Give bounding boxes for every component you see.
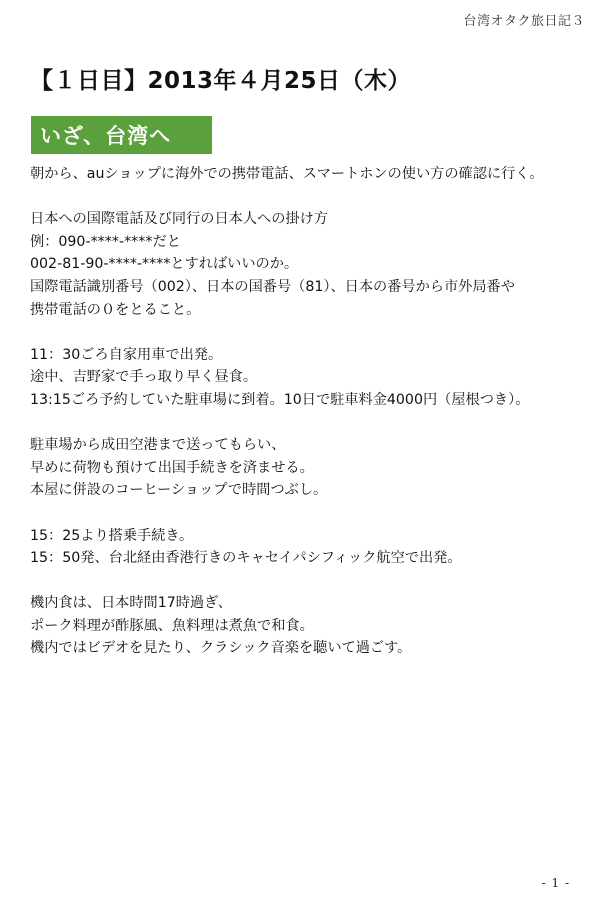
day-heading: 【１日目】2013年４月25日（木） [30, 68, 412, 94]
diary-line: ポーク料理が酢豚風、魚料理は煮魚で和食。 [30, 617, 314, 634]
diary-line: 11：30ごろ自家用車で出発。 [30, 346, 223, 363]
paragraph-spacer [30, 502, 605, 525]
paragraph-spacer [30, 412, 605, 435]
diary-line: 朝から、auショップに海外での携帯電話、スマートホンの使い方の確認に行く。 [30, 166, 544, 182]
running-header: 台湾オタク旅日記３ [463, 14, 585, 29]
section-banner-text: いざ、台湾へ [40, 124, 172, 148]
diary-line: 早めに荷物も預けて出国手続きを済ませる。 [30, 459, 314, 476]
diary-line: 駐車場から成田空港まで送ってもらい、 [30, 437, 286, 454]
diary-line: 例：090-****-****だと [30, 233, 181, 250]
diary-line: 日本への国際電話及び同行の日本人への掛け方 [30, 211, 328, 228]
diary-line: 携帯電話の０をとること。 [30, 301, 201, 318]
diary-line: 機内ではビデオを見たり、クラシック音楽を聴いて過ごす。 [30, 640, 412, 657]
diary-line: 国際電話識別番号（002）、日本の国番号（81）、日本の番号から市外局番や [30, 278, 515, 295]
diary-line: 15：25より搭乗手続き。 [30, 527, 194, 544]
diary-body [30, 163, 605, 660]
paragraph-spacer [30, 570, 605, 593]
paragraph-spacer [30, 186, 605, 209]
diary-line: 本屋に併設のコーヒーショップで時間つぶし。 [30, 482, 328, 499]
diary-line: 13:15ごろ予約していた駐車場に到着。10日で駐車料金4000円（屋根つき）。 [30, 391, 530, 408]
page-number: - 1 - [541, 876, 570, 890]
paragraph-spacer [30, 321, 605, 344]
diary-line: 機内食は、日本時間17時過ぎ、 [30, 595, 232, 612]
section-banner [31, 116, 212, 154]
diary-line: 002-81-90-****-****とすればいいのか。 [30, 256, 299, 273]
diary-line: 15：50発、台北経由香港行きのキャセイパシフィック航空で出発。 [30, 550, 462, 567]
diary-line: 途中、吉野家で手っ取り早く昼食。 [30, 369, 258, 386]
